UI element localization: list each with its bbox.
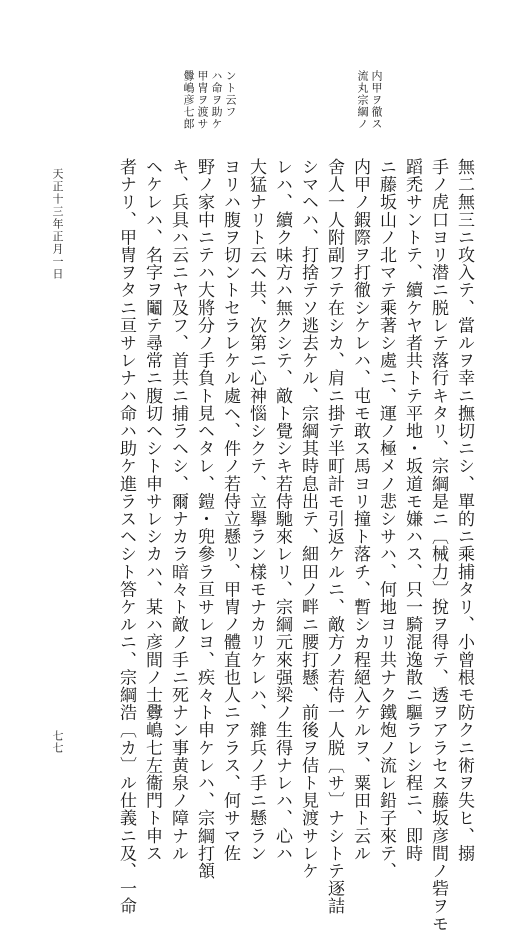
text-column: ヨリハ腹ヲ切ントセラレケル處ヘ、件ノ若侍立懸リ、甲冑ノ體直也人ニアラス、何サマ佐 (220, 158, 240, 862)
text-column: 内甲ノ鍜際ヲ打徹シケレハ、屯モ敢ス馬ヨリ撞ト落チ、暫シカ程絕入ケルヲ、粟田ト云ル (350, 158, 370, 862)
marginal-note-line: 内甲ヲ徹ス (370, 70, 383, 130)
text-column: 大猛ナリト云ヘ共、次第ニ心神惱シクテ、立擧ラン樣モナカリケレハ、雜兵ノ手ニ懸ラン (246, 158, 266, 862)
marginal-note-line: 釁嶋彦七郎 (182, 70, 195, 130)
marginal-note-line: 甲冑ヲ渡サ (196, 70, 209, 130)
text-column: シマヘハ、打捨テソ逃去ケル、宗綱其時息出テ、細田ノ畔ニ腰打懸、前後ヲ佶ト見渡サレケ (298, 158, 318, 880)
text-column: 無二無三ニ攻入テ、當ルヲ幸ニ撫切ニシ、單的ニ乘捕タリ、小曾根モ防クニ術ヲ失ヒ、搦 (454, 158, 474, 862)
text-column: 蹈禿サントテ、續ケヤ者共トテ平地・坂道モ嫌ハス、只一騎混逸散ニ驅ラレシ程ニ、即時 (402, 158, 422, 862)
marginal-note-line: 流丸宗綱ノ (356, 70, 369, 130)
page-number: 七七 (51, 730, 64, 754)
text-column: ニ藤坂山ノ北マテ乘著シ處ニ、運ノ極メノ悲シサハ、何地ヨリ共ナク鐵炮ノ流レ鉛子來テ、 (376, 158, 396, 880)
text-column: キ、兵具ハ云ニヤ及フ、首共ニ捕ラヘシ、爾ナカラ暗々ト敵ノ手ニ死ナン事黄泉ノ障ナル (168, 158, 188, 862)
text-column: 手ノ虎口ヨリ潜ニ脱レテ落行キタリ、宗綱是ニ〔械力〕挩ヲ得テ、透ヲアラセス藤坂彦間ノ砦ヲモ (428, 158, 448, 932)
marginal-note-line: ント云フ (224, 70, 237, 118)
text-column: 舍人一人附副フテ在シカ、肩ニ掛テ半町計モ引返ケルニ、敵方ノ若侍一人脱〔サ〕ナシトテ逐詰 (324, 158, 344, 915)
text-column: 者ナリ、甲冑ヲタニ亘サレナハ命ハ助ケ進ラスヘシト答ケルニ、宗綱浩〔カ〕ル仕義ニ及、一命 (116, 158, 136, 915)
text-column: レハ、續ク味方ハ無クシテ、敵ト覺シキ若侍馳來レリ、宗綱元來强梁ノ生得ナレハ、心ハ (272, 158, 292, 862)
marginal-note-line: ハ命ヲ助ケ (210, 70, 223, 130)
text-column: 野ノ家中ニテハ大將分ノ手負ト見ヘタレ、鎧・兜參ラ亘サレヨ、疾々ト申ケレハ、宗綱打頷 (194, 158, 214, 880)
text-column: ヘケレハ、名字ヲ鬮テ尋常ニ腹切ヘシト申サレシカハ、某ハ彦間ノ士釁嶋七左衞門ト申ス (142, 158, 162, 862)
page-footer-date: 天正十三年正月一日 (51, 168, 64, 281)
